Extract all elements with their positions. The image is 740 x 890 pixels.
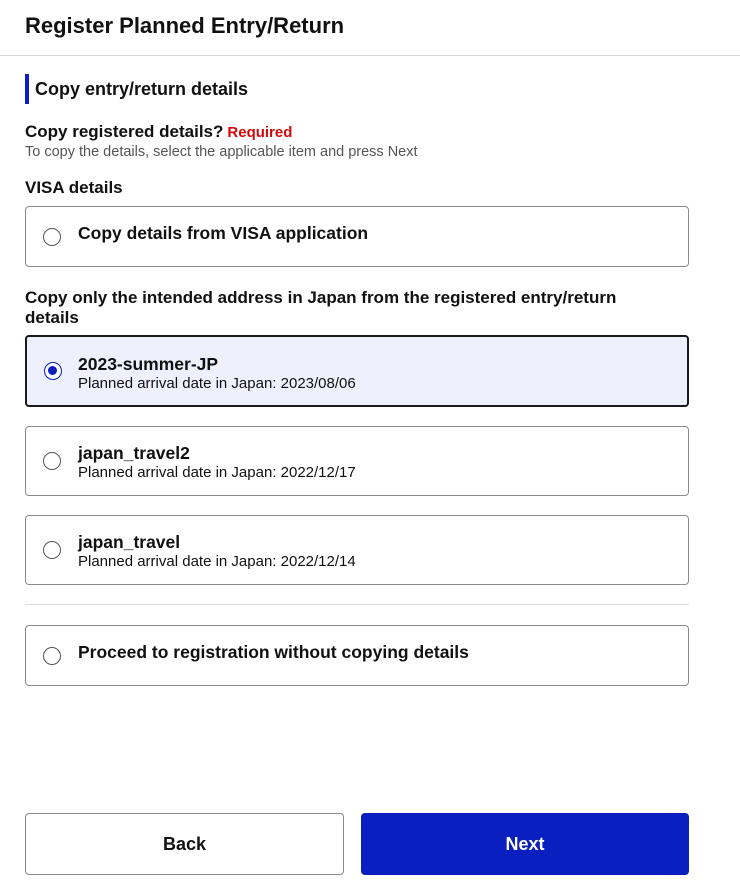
radio-button[interactable] [43, 541, 61, 559]
next-button[interactable]: Next [361, 813, 689, 875]
option-title: Proceed to registration without copying details [78, 642, 469, 662]
back-button[interactable]: Back [25, 813, 344, 875]
option-japan-travel2[interactable] [25, 426, 689, 496]
option-title: Copy details from VISA application [78, 223, 369, 243]
option-copy-visa[interactable] [25, 206, 689, 267]
address-group-label: Copy only the intended address in Japan from the registered entry/return details [25, 288, 617, 327]
option-title: japan_travel [78, 532, 181, 552]
radio-button-selected[interactable] [44, 362, 62, 380]
option-subtitle: Planned arrival date in Japan: 2022/12/14 [78, 553, 356, 570]
radio-button[interactable] [43, 452, 61, 470]
question-label [25, 122, 292, 143]
page-header [0, 0, 740, 56]
required-badge: Required [227, 124, 293, 141]
option-no-copy[interactable] [25, 625, 689, 686]
page-title: Register Planned Entry/Return [25, 13, 345, 38]
question-text: Copy registered details? [25, 122, 224, 141]
section-heading: Copy entry/return details [25, 74, 248, 104]
radio-button[interactable] [43, 228, 61, 246]
divider [25, 604, 689, 605]
question-hint: To copy the details, select the applicable item and press Next [25, 144, 418, 160]
option-title: 2023-summer-JP [78, 354, 219, 374]
option-2023-summer-jp[interactable] [25, 335, 689, 407]
option-subtitle: Planned arrival date in Japan: 2023/08/06 [78, 375, 356, 392]
option-title: japan_travel2 [78, 443, 190, 463]
visa-group-label: VISA details [25, 178, 123, 197]
radio-button[interactable] [43, 647, 61, 665]
option-subtitle: Planned arrival date in Japan: 2022/12/17 [78, 464, 356, 481]
option-japan-travel[interactable] [25, 515, 689, 585]
